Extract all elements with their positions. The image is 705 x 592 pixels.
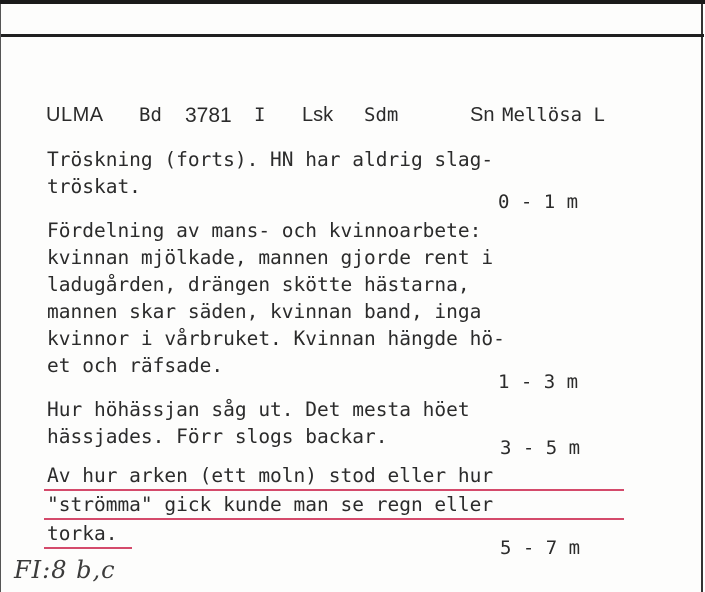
volume-label: Bd: [139, 104, 162, 126]
measure: 3 - 5 m: [500, 437, 581, 459]
landskap-value: Sdm: [364, 104, 399, 126]
handwritten-classification: FI:8 b,c: [14, 556, 116, 584]
text-line: ladugården, drängen skötte hästarna,: [47, 273, 470, 296]
red-underline: [44, 489, 624, 491]
text-line: Tröskning (forts). HN har aldrig slag-: [47, 148, 494, 171]
archive-name: ULMA: [46, 104, 104, 126]
text-line: tröskat.: [47, 175, 141, 198]
socken-value: Mellösa L: [502, 104, 605, 126]
red-underline: [44, 547, 132, 549]
text-line: torka.: [47, 522, 118, 545]
text-line: et och räfsade.: [47, 354, 224, 377]
text-line: Hur höhässjan såg ut. Det mesta höet: [47, 398, 470, 421]
measure: 5 - 7 m: [500, 537, 581, 559]
card-rule: [1, 34, 704, 37]
card-header: [46, 104, 646, 132]
measure: 0 - 1 m: [498, 191, 579, 213]
measure: 1 - 3 m: [498, 371, 579, 393]
record-number: 3781: [185, 104, 232, 127]
red-underline: [44, 518, 624, 520]
text-line: "strömma" gick kunde man se regn eller: [47, 493, 494, 516]
text-line: hässjades. Förr slogs backar.: [47, 425, 388, 448]
text-line: Fördelning av mans- och kvinnoarbete:: [47, 219, 482, 242]
text-line: kvinnor i vårbruket. Kvinnan hängde hö-: [47, 327, 505, 350]
text-line: mannen skar säden, kvinnan band, inga: [47, 300, 482, 323]
record-roman: I: [254, 104, 266, 126]
text-line: Av hur arken (ett moln) stod eller hur: [47, 464, 494, 487]
landskap-label: Lsk: [302, 104, 334, 126]
text-line: kvinnan mjölkade, mannen gjorde rent i: [47, 246, 494, 269]
socken-label: Sn: [470, 104, 495, 126]
